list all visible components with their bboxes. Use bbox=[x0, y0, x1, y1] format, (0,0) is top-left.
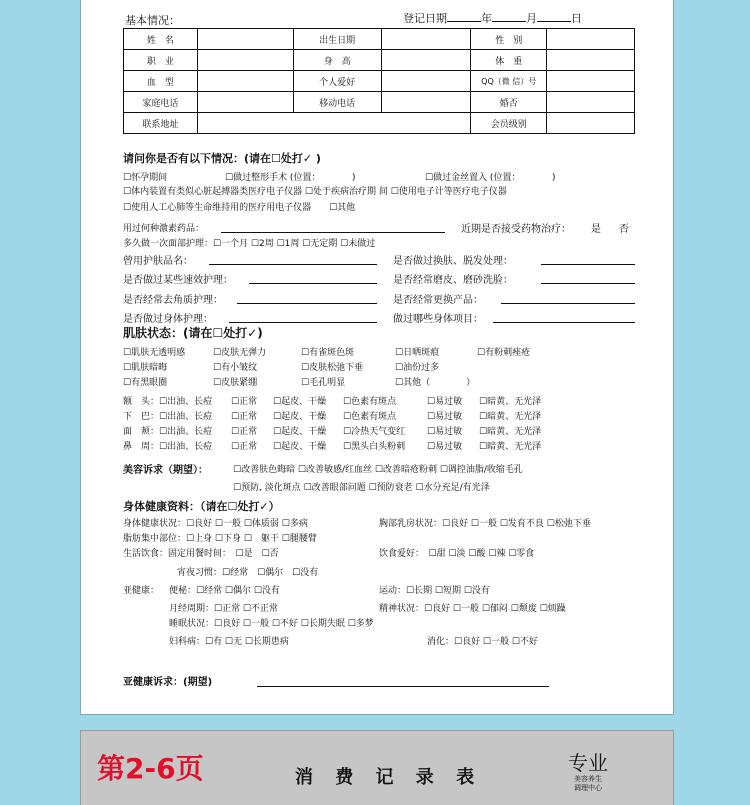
area-option[interactable]: ☐暗黄、无光泽 bbox=[479, 397, 542, 407]
drug-yes[interactable]: 是 bbox=[591, 224, 601, 235]
year-field[interactable] bbox=[447, 21, 481, 22]
beauty-request-title: 美容诉求（期望）： bbox=[123, 465, 208, 476]
drug-therapy-label: 近期是否接受药物治疗： bbox=[461, 224, 571, 235]
breast-status[interactable]: 胸部乳房状况：☐良好 ☐一般 ☐发育不良 ☐松弛下垂 bbox=[379, 519, 591, 529]
skin-opt[interactable]: ☐油份过多 bbox=[395, 363, 440, 373]
area-option[interactable]: ☐易过敏 bbox=[427, 427, 463, 437]
skin-opt[interactable]: ☐肌肤无透明感 bbox=[123, 348, 186, 358]
basic-info-table bbox=[123, 28, 635, 134]
drug-no[interactable]: 否 bbox=[619, 224, 629, 235]
sub-health-label: 亚健康： bbox=[123, 586, 160, 596]
device-check[interactable]: ☐体内装置有类似心脏起搏器类医疗电子仪器 ☐处于疾病治疗期 间 ☐使用电子计等医疗电子仪器 bbox=[123, 187, 507, 197]
logo-main-text: 专业 bbox=[568, 751, 608, 775]
logo-sub-text-2: 调理中心 bbox=[574, 784, 602, 792]
health-status[interactable]: 身体健康状况：☐良好 ☐一般 ☐体质弱 ☐多病 bbox=[123, 519, 308, 529]
hormone-label: 用过何种激素药品： bbox=[123, 224, 205, 234]
skin-opt[interactable]: ☐皮肤无弹力 bbox=[213, 348, 267, 358]
name-label: 姓 名 bbox=[124, 29, 198, 50]
area-option[interactable]: ☐暗黄、无光泽 bbox=[479, 412, 542, 422]
skin-opt[interactable]: ☐日晒斑痕 bbox=[395, 348, 440, 358]
area-option[interactable]: ☐易过敏 bbox=[427, 412, 463, 422]
logo-sub-text-1: 美容养生 bbox=[574, 775, 602, 783]
skin-opt[interactable]: ☐皮肤松弛下垂 bbox=[301, 363, 364, 373]
table-row bbox=[124, 50, 635, 71]
plastic-surgery-check[interactable]: ☐做过整形手术 (位置： ) bbox=[225, 173, 356, 183]
table-row bbox=[124, 71, 635, 92]
area-option[interactable]: ☐起皮、干燥 bbox=[273, 427, 327, 437]
skin-status-title: 肌肤状态：(请在☐处打✓) bbox=[123, 326, 263, 340]
day-label: 日 bbox=[571, 12, 582, 25]
body-items-field[interactable] bbox=[493, 322, 635, 323]
qq-field[interactable] bbox=[547, 71, 635, 92]
hormone-field[interactable] bbox=[221, 232, 445, 233]
area-option[interactable]: ☐易过敏 bbox=[427, 397, 463, 407]
exercise[interactable]: 运动：☐长期 ☐短期 ☐没有 bbox=[379, 586, 490, 596]
area-option[interactable]: ☐正常 bbox=[231, 397, 258, 407]
bloodtype-label: 血 型 bbox=[124, 71, 198, 92]
qq-label: QQ（微 信）号 bbox=[471, 71, 547, 92]
facial-frequency[interactable]: 多久做一次面部护理：☐一个月 ☐2周 ☐1周 ☐无定期 ☐未做过 bbox=[123, 239, 376, 249]
month-label: 月 bbox=[526, 12, 537, 25]
area-option[interactable]: ☐色素有斑点 bbox=[343, 412, 397, 422]
occupation-field[interactable] bbox=[197, 50, 293, 71]
area-option[interactable]: ☐色素有斑点 bbox=[343, 397, 397, 407]
gender-label: 性 别 bbox=[471, 29, 547, 50]
peel-field[interactable] bbox=[541, 264, 635, 265]
beauty-options-1[interactable]: ☐改善肤色晦暗 ☐改善敏感/红血丝 ☐改善暗疮粉刺 ☐调控油脂/收缩毛孔 bbox=[233, 465, 523, 475]
skin-opt[interactable]: ☐有黑眼圈 bbox=[123, 378, 168, 388]
skin-opt[interactable]: ☐有雀斑色斑 bbox=[301, 348, 355, 358]
constipation[interactable]: 便秘：☐经常 ☐偶尔 ☐没有 bbox=[169, 586, 280, 596]
keratin-field[interactable] bbox=[237, 303, 377, 304]
mobile-label: 移动电话 bbox=[293, 92, 381, 113]
area-nose[interactable]: 鼻 周：☐出油、长痘 bbox=[123, 442, 213, 452]
consumption-record-header bbox=[80, 730, 674, 805]
life-support-check[interactable]: ☐使用人工心肺等生命维持用的医疗用电子仪器 ☐其他 bbox=[123, 203, 356, 213]
fat-area[interactable]: 脂肪集中部位：☐上身 ☐下身 ☐ 躯干 ☐腿腰臂 bbox=[123, 534, 317, 544]
birthdate-field[interactable] bbox=[381, 29, 471, 50]
gold-thread-check[interactable]: ☐做过金丝置入 (位置： ) bbox=[425, 173, 556, 183]
skin-opt[interactable]: ☐肌肤暗晦 bbox=[123, 363, 168, 373]
table-row bbox=[124, 29, 635, 50]
area-option[interactable]: ☐起皮、干燥 bbox=[273, 442, 327, 452]
area-option[interactable]: ☐暗黄、无光泽 bbox=[479, 427, 542, 437]
product-field[interactable] bbox=[209, 264, 377, 265]
brand-logo bbox=[561, 751, 615, 801]
address-field[interactable] bbox=[197, 113, 470, 134]
height-label: 身 高 bbox=[293, 50, 381, 71]
menstrual-cycle[interactable]: 月经周期：☐正常 ☐不正常 bbox=[169, 604, 278, 614]
customer-form-sheet bbox=[80, 0, 674, 715]
member-level-field[interactable] bbox=[547, 113, 635, 134]
home-phone-field[interactable] bbox=[197, 92, 293, 113]
table-row bbox=[124, 113, 635, 134]
month-field[interactable] bbox=[492, 21, 526, 22]
sleep-status[interactable]: 睡眠状况：☐良好 ☐一般 ☐不好 ☐长期失眠 ☐多梦 bbox=[169, 619, 374, 629]
area-option[interactable]: ☐正常 bbox=[231, 427, 258, 437]
hobby-field[interactable] bbox=[381, 71, 471, 92]
weight-field[interactable] bbox=[547, 50, 635, 71]
skin-opt[interactable]: ☐有粉刺痤疮 bbox=[477, 348, 531, 358]
occupation-label: 职 业 bbox=[124, 50, 198, 71]
area-option[interactable]: ☐黑头白头粉刺 bbox=[343, 442, 406, 452]
consumption-record-title: 消 费 记 录 表 bbox=[295, 767, 483, 788]
change-label: 是否经常更换产品： bbox=[393, 295, 483, 306]
peel-label: 是否做过换肤、脱发处理： bbox=[393, 256, 513, 267]
keratin-label: 是否经常去角质护理： bbox=[123, 295, 223, 306]
table-row bbox=[124, 92, 635, 113]
mental-status[interactable]: 精神状况：☐良好 ☐一般 ☐郁闷 ☐颓废 ☐烦躁 bbox=[379, 604, 566, 614]
area-option[interactable]: ☐暗黄、无光泽 bbox=[479, 442, 542, 452]
address-label: 联系地址 bbox=[124, 113, 198, 134]
gender-field[interactable] bbox=[547, 29, 635, 50]
area-option[interactable]: ☐易过敏 bbox=[427, 442, 463, 452]
year-label: 年 bbox=[481, 12, 492, 25]
body-items-label: 做过哪些身体项目： bbox=[393, 314, 483, 325]
body-care-field[interactable] bbox=[229, 322, 377, 323]
reg-date-label: 登记日期 bbox=[403, 12, 447, 25]
diet-taste[interactable]: 饮食爱好： ☐甜 ☐淡 ☐酸 ☐辣 ☐零食 bbox=[379, 549, 535, 559]
bloodtype-field[interactable] bbox=[197, 71, 293, 92]
area-chin[interactable]: 下 巴：☐出油、长痘 bbox=[123, 412, 213, 422]
body-care-label: 是否做过身体护理： bbox=[123, 314, 213, 325]
area-option[interactable]: ☐正常 bbox=[231, 442, 258, 452]
skin-opt[interactable]: ☐其他（ ） bbox=[395, 378, 476, 388]
product-label: 曾用护肤品名： bbox=[123, 256, 193, 267]
diet-meal-time[interactable]: 生活饮食：固定用餐时间： ☐是 ☐否 bbox=[123, 549, 279, 559]
digestion[interactable]: 消化：☐良好 ☐一般 ☐不好 bbox=[427, 637, 538, 647]
skin-opt[interactable]: ☐皮肤紧绷 bbox=[213, 378, 258, 388]
health-title: 身体健康资料：（请在☐处打✓） bbox=[123, 500, 280, 513]
marital-field[interactable] bbox=[547, 92, 635, 113]
situation-title: 请问你是否有以下情况：(请在☐处打✓ ) bbox=[123, 152, 321, 165]
skin-opt[interactable]: ☐有小皱纹 bbox=[213, 363, 258, 373]
effect-field[interactable] bbox=[249, 283, 377, 284]
registration-date bbox=[403, 10, 582, 26]
name-field[interactable] bbox=[197, 29, 293, 50]
beauty-options-2[interactable]: ☐预防, 淡化斑点 ☐改善眼部问题 ☐预防衰老 ☐水分充足/有光泽 bbox=[233, 483, 490, 493]
skin-opt[interactable]: ☐毛孔明显 bbox=[301, 378, 346, 388]
marital-label: 婚否 bbox=[471, 92, 547, 113]
area-option[interactable]: ☐冷热天气变红 bbox=[343, 427, 406, 437]
height-field[interactable] bbox=[381, 50, 471, 71]
gynecology[interactable]: 妇科病：☐有 ☐无 ☐长期患病 bbox=[169, 637, 289, 647]
area-option[interactable]: ☐起皮、干燥 bbox=[273, 397, 327, 407]
pregnant-check[interactable]: ☐怀孕期间 bbox=[123, 173, 168, 183]
page-range: 第2-6页 bbox=[97, 752, 204, 785]
sub-health-request-label: 亚健康诉求：(期望) bbox=[123, 677, 213, 688]
change-field[interactable] bbox=[501, 303, 635, 304]
day-field[interactable] bbox=[537, 21, 571, 22]
mobile-field[interactable] bbox=[381, 92, 471, 113]
effect-label: 是否做过某些速效护理： bbox=[123, 275, 233, 286]
basic-info-title: 基本情况： bbox=[125, 14, 180, 27]
scrub-field[interactable] bbox=[541, 283, 635, 284]
weight-label: 体 重 bbox=[471, 50, 547, 71]
sub-health-request-field[interactable] bbox=[257, 686, 549, 687]
night-snack[interactable]: 宵夜习惯：☐经常 ☐偶尔 ☐没有 bbox=[177, 568, 319, 578]
area-forehead[interactable]: 额 头：☐出油、长痘 bbox=[123, 397, 213, 407]
area-cheek[interactable]: 面 颊：☐出油、长痘 bbox=[123, 427, 213, 437]
birthdate-label: 出生日期 bbox=[293, 29, 381, 50]
hobby-label: 个人爱好 bbox=[293, 71, 381, 92]
area-option[interactable]: ☐正常 bbox=[231, 412, 258, 422]
scrub-label: 是否经常磨皮、磨砂洗脸： bbox=[393, 275, 513, 286]
member-level-label: 会员级别 bbox=[471, 113, 547, 134]
area-option[interactable]: ☐起皮、干燥 bbox=[273, 412, 327, 422]
home-phone-label: 家庭电话 bbox=[124, 92, 198, 113]
